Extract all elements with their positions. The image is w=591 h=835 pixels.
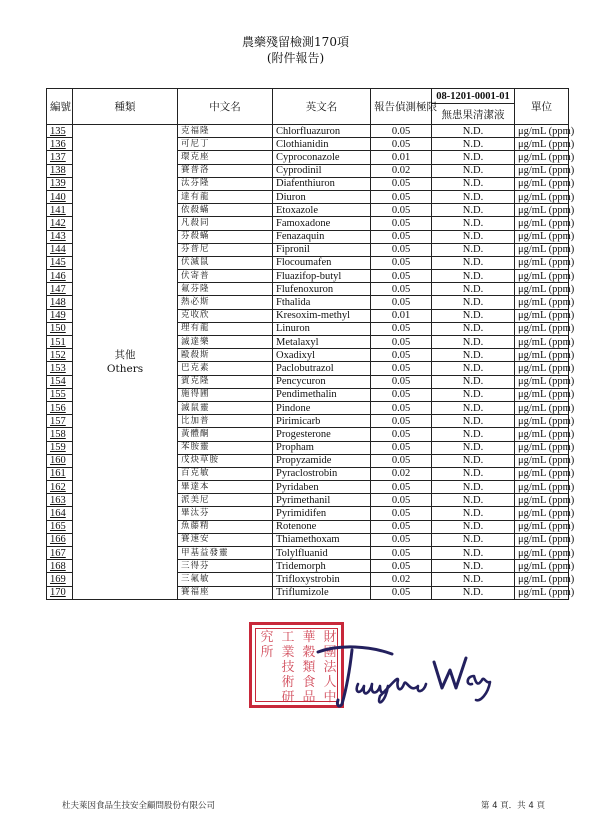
row-number: 147 [47,283,73,296]
seal-character: 華 [302,630,316,645]
unit-cell: μg/mL (ppm) [515,401,569,414]
unit-cell: μg/mL (ppm) [515,428,569,441]
unit-cell: μg/mL (ppm) [515,230,569,243]
row-number: 159 [47,441,73,454]
result-cell: N.D. [432,349,515,362]
detection-limit-cell: 0.05 [371,256,432,269]
result-cell: N.D. [432,190,515,203]
chinese-name-cell: 比加普 [178,415,273,428]
chinese-name-cell: 達有龍 [178,190,273,203]
row-number: 143 [47,230,73,243]
result-cell: N.D. [432,586,515,599]
row-number: 162 [47,481,73,494]
row-number: 141 [47,204,73,217]
result-cell: N.D. [432,296,515,309]
result-cell: N.D. [432,467,515,480]
detection-limit-cell: 0.05 [371,547,432,560]
chinese-name-cell: 熱必斯 [178,296,273,309]
english-name-cell: Cyprodinil [273,164,371,177]
result-cell: N.D. [432,230,515,243]
detection-limit-cell: 0.05 [371,415,432,428]
detection-limit-cell: 0.05 [371,204,432,217]
unit-cell: μg/mL (ppm) [515,362,569,375]
footer-company: 杜夫萊因食品生技安全顧問股份有限公司 [62,801,216,811]
english-name-cell: Chlorfluazuron [273,125,371,138]
chinese-name-cell: 理有龍 [178,322,273,335]
row-number: 145 [47,256,73,269]
chinese-name-cell: 畢汰芬 [178,507,273,520]
chinese-name-cell: 魚藤精 [178,520,273,533]
seal-character: 品 [302,690,316,705]
english-name-cell: Cyproconazole [273,151,371,164]
result-cell: N.D. [432,309,515,322]
result-cell: N.D. [432,533,515,546]
row-number: 142 [47,217,73,230]
row-number: 157 [47,415,73,428]
result-cell: N.D. [432,336,515,349]
chinese-name-cell: 克收欣 [178,309,273,322]
result-cell: N.D. [432,177,515,190]
result-cell: N.D. [432,243,515,256]
english-name-cell: Pyrimidifen [273,507,371,520]
category-cell [73,125,178,600]
detection-limit-cell: 0.05 [371,441,432,454]
row-number: 138 [47,164,73,177]
english-name-cell: Triflumizole [273,586,371,599]
english-name-cell: Flufenoxuron [273,283,371,296]
detection-limit-cell: 0.05 [371,125,432,138]
chinese-name-cell: 百克敏 [178,467,273,480]
detection-limit-cell: 0.05 [371,283,432,296]
result-cell: N.D. [432,217,515,230]
seal-character: 究 [260,630,274,645]
seal-character: 研 [281,690,295,705]
result-cell: N.D. [432,388,515,401]
unit-cell: μg/mL (ppm) [515,349,569,362]
english-name-cell: Famoxadone [273,217,371,230]
seal-character: 團 [323,645,337,660]
unit-cell: μg/mL (ppm) [515,296,569,309]
chinese-name-cell: 賽普洛 [178,164,273,177]
row-number: 152 [47,349,73,362]
chinese-name-cell: 苯胺靈 [178,441,273,454]
unit-cell: μg/mL (ppm) [515,388,569,401]
unit-cell: μg/mL (ppm) [515,243,569,256]
english-name-cell: Rotenone [273,520,371,533]
result-cell: N.D. [432,481,515,494]
english-name-cell: Fluazifop-butyl [273,270,371,283]
results-body [47,125,575,600]
english-name-cell: Pencycuron [273,375,371,388]
detection-limit-cell: 0.05 [371,138,432,151]
detection-limit-cell: 0.05 [371,349,432,362]
unit-cell: μg/mL (ppm) [515,151,569,164]
chinese-name-cell: 甲基益發靈 [178,547,273,560]
english-name-cell: Oxadixyl [273,349,371,362]
unit-cell: μg/mL (ppm) [515,454,569,467]
chinese-name-cell: 環克座 [178,151,273,164]
english-name-cell: Tridemorph [273,560,371,573]
unit-cell: μg/mL (ppm) [515,520,569,533]
unit-cell: μg/mL (ppm) [515,375,569,388]
row-number: 164 [47,507,73,520]
header-english-name: 英文名 [273,89,371,125]
english-name-cell: Pendimethalin [273,388,371,401]
english-name-cell: Propyzamide [273,454,371,467]
row-number: 156 [47,401,73,414]
result-cell: N.D. [432,204,515,217]
english-name-cell: Metalaxyl [273,336,371,349]
unit-cell: μg/mL (ppm) [515,533,569,546]
unit-cell: μg/mL (ppm) [515,256,569,269]
row-number: 160 [47,454,73,467]
result-cell: N.D. [432,283,515,296]
result-cell: N.D. [432,125,515,138]
category-chinese: 其他 [114,348,136,361]
english-name-cell: Clothianidin [273,138,371,151]
detection-limit-cell: 0.05 [371,177,432,190]
unit-cell: μg/mL (ppm) [515,270,569,283]
footer-page-number: 第 4 頁．共 4 頁 [480,801,545,811]
result-cell: N.D. [432,547,515,560]
row-number: 165 [47,520,73,533]
english-name-cell: Trifloxystrobin [273,573,371,586]
unit-cell: μg/mL (ppm) [515,467,569,480]
chinese-name-cell: 伏滅鼠 [178,256,273,269]
detection-limit-cell: 0.01 [371,151,432,164]
english-name-cell: Flocoumafen [273,256,371,269]
detection-limit-cell: 0.05 [371,507,432,520]
detection-limit-cell: 0.05 [371,520,432,533]
row-number: 140 [47,190,73,203]
row-number: 137 [47,151,73,164]
unit-cell: μg/mL (ppm) [515,217,569,230]
detection-limit-cell: 0.05 [371,362,432,375]
chinese-name-cell: 三氟敏 [178,573,273,586]
unit-cell: μg/mL (ppm) [515,138,569,151]
detection-limit-cell: 0.05 [371,401,432,414]
row-number: 139 [47,177,73,190]
row-number: 153 [47,362,73,375]
report-title: 農藥殘留檢測170項 [242,35,349,49]
unit-cell: μg/mL (ppm) [515,507,569,520]
row-number: 144 [47,243,73,256]
unit-cell: μg/mL (ppm) [515,441,569,454]
unit-cell: μg/mL (ppm) [515,547,569,560]
english-name-cell: Progesterone [273,428,371,441]
seal-character: 工 [281,630,295,645]
unit-cell: μg/mL (ppm) [515,322,569,335]
detection-limit-cell: 0.05 [371,481,432,494]
english-name-cell: Etoxazole [273,204,371,217]
detection-limit-cell: 0.05 [371,428,432,441]
result-cell: N.D. [432,520,515,533]
english-name-cell: Fenazaquin [273,230,371,243]
english-name-cell: Diuron [273,190,371,203]
detection-limit-cell: 0.05 [371,190,432,203]
english-name-cell: Fthalida [273,296,371,309]
english-name-cell: Paclobutrazol [273,362,371,375]
category-english: Others [106,362,144,375]
row-number: 167 [47,547,73,560]
unit-cell: μg/mL (ppm) [515,125,569,138]
header-detection-limit: 報告偵測極限 [371,89,432,125]
english-name-cell: Fipronil [273,243,371,256]
chinese-name-cell: 芬普尼 [178,243,273,256]
result-cell: N.D. [432,494,515,507]
detection-limit-cell: 0.05 [371,322,432,335]
detection-limit-cell: 0.02 [371,467,432,480]
english-name-cell: Pindone [273,401,371,414]
header-category: 種類 [73,89,178,125]
result-cell: N.D. [432,151,515,164]
result-cell: N.D. [432,362,515,375]
seal-character: 術 [281,675,295,690]
detection-limit-cell: 0.05 [371,230,432,243]
detection-limit-cell: 0.02 [371,164,432,177]
result-cell: N.D. [432,454,515,467]
english-name-cell: Linuron [273,322,371,335]
chinese-name-cell: 依殺蟎 [178,204,273,217]
results-table [46,88,575,600]
seal-character: 所 [260,645,274,660]
unit-cell: μg/mL (ppm) [515,586,569,599]
result-cell: N.D. [432,270,515,283]
chinese-name-cell: 汰芬隆 [178,177,273,190]
unit-cell: μg/mL (ppm) [515,190,569,203]
chinese-name-cell: 凡殺同 [178,217,273,230]
chinese-name-cell: 毆殺斯 [178,349,273,362]
result-cell: N.D. [432,375,515,388]
seal-character: 中 [323,690,337,705]
result-cell: N.D. [432,256,515,269]
seal-character: 業 [281,645,295,660]
english-name-cell: Pyrimethanil [273,494,371,507]
header-chinese-name: 中文名 [178,89,273,125]
unit-cell: μg/mL (ppm) [515,481,569,494]
report-subtitle: (附件報告) [266,51,325,65]
unit-cell: μg/mL (ppm) [515,204,569,217]
chinese-name-cell: 芬殺蟎 [178,230,273,243]
chinese-name-cell: 可尼丁 [178,138,273,151]
row-number: 146 [47,270,73,283]
chinese-name-cell: 戊炔草胺 [178,454,273,467]
english-name-cell: Pirimicarb [273,415,371,428]
result-cell: N.D. [432,441,515,454]
chinese-name-cell: 派美尼 [178,494,273,507]
seal-character: 食 [302,675,316,690]
row-number: 155 [47,388,73,401]
chinese-name-cell: 滅達樂 [178,336,273,349]
detection-limit-cell: 0.05 [371,296,432,309]
row-number: 166 [47,533,73,546]
chinese-name-cell: 畢達本 [178,481,273,494]
header-sample-name: 無患果清潔液 [432,104,515,125]
row-number: 136 [47,138,73,151]
row-number: 135 [47,125,73,138]
result-cell: N.D. [432,415,515,428]
detection-limit-cell: 0.05 [371,494,432,507]
detection-limit-cell: 0.05 [371,270,432,283]
result-cell: N.D. [432,401,515,414]
english-name-cell: Diafenthiuron [273,177,371,190]
result-cell: N.D. [432,507,515,520]
english-name-cell: Propham [273,441,371,454]
chinese-name-cell: 氟芬隆 [178,283,273,296]
unit-cell: μg/mL (ppm) [515,164,569,177]
row-number: 149 [47,309,73,322]
result-cell: N.D. [432,138,515,151]
row-number: 168 [47,560,73,573]
unit-cell: μg/mL (ppm) [515,573,569,586]
detection-limit-cell: 0.05 [371,533,432,546]
chinese-name-cell: 伏寄普 [178,270,273,283]
chinese-name-cell: 三得芬 [178,560,273,573]
chinese-name-cell: 賓克隆 [178,375,273,388]
row-number: 151 [47,336,73,349]
detection-limit-cell: 0.05 [371,586,432,599]
row-number: 170 [47,586,73,599]
detection-limit-cell: 0.05 [371,243,432,256]
detection-limit-cell: 0.05 [371,560,432,573]
row-number: 163 [47,494,73,507]
english-name-cell: Pyraclostrobin [273,467,371,480]
english-name-cell: Thiamethoxam [273,533,371,546]
table-row [47,125,569,138]
english-name-cell: Tolylfluanid [273,547,371,560]
header-no: 編號 [47,89,73,125]
detection-limit-cell: 0.05 [371,454,432,467]
header-sample-code: 08-1201-0001-01 [432,89,515,104]
detection-limit-cell: 0.05 [371,336,432,349]
seal-character: 財 [323,630,337,645]
detection-limit-cell: 0.05 [371,388,432,401]
seal-character: 法 [323,660,337,675]
detection-limit-cell: 0.01 [371,309,432,322]
unit-cell: μg/mL (ppm) [515,494,569,507]
result-cell: N.D. [432,164,515,177]
chinese-name-cell: 滅鼠靈 [178,401,273,414]
unit-cell: μg/mL (ppm) [515,336,569,349]
chinese-name-cell: 賽速安 [178,533,273,546]
result-cell: N.D. [432,322,515,335]
seal-character: 類 [302,660,316,675]
detection-limit-cell: 0.02 [371,573,432,586]
result-cell: N.D. [432,560,515,573]
detection-limit-cell: 0.05 [371,217,432,230]
row-number: 161 [47,467,73,480]
unit-cell: μg/mL (ppm) [515,560,569,573]
row-number: 158 [47,428,73,441]
english-name-cell: Pyridaben [273,481,371,494]
row-number: 150 [47,322,73,335]
result-cell: N.D. [432,428,515,441]
header-unit: 單位 [515,89,569,125]
seal-character: 人 [323,675,337,690]
unit-cell: μg/mL (ppm) [515,309,569,322]
chinese-name-cell: 賽福座 [178,586,273,599]
detection-limit-cell: 0.05 [371,375,432,388]
chinese-name-cell: 施得圃 [178,388,273,401]
signature [300,640,500,710]
row-number: 148 [47,296,73,309]
result-cell: N.D. [432,573,515,586]
unit-cell: μg/mL (ppm) [515,415,569,428]
english-name-cell: Kresoxim-methyl [273,309,371,322]
row-number: 154 [47,375,73,388]
unit-cell: μg/mL (ppm) [515,177,569,190]
seal-character: 穀 [302,645,316,660]
chinese-name-cell: 黃體酮 [178,428,273,441]
chinese-name-cell: 克福隆 [178,125,273,138]
row-number: 169 [47,573,73,586]
seal-character: 技 [281,660,295,675]
unit-cell: μg/mL (ppm) [515,283,569,296]
chinese-name-cell: 巴克素 [178,362,273,375]
